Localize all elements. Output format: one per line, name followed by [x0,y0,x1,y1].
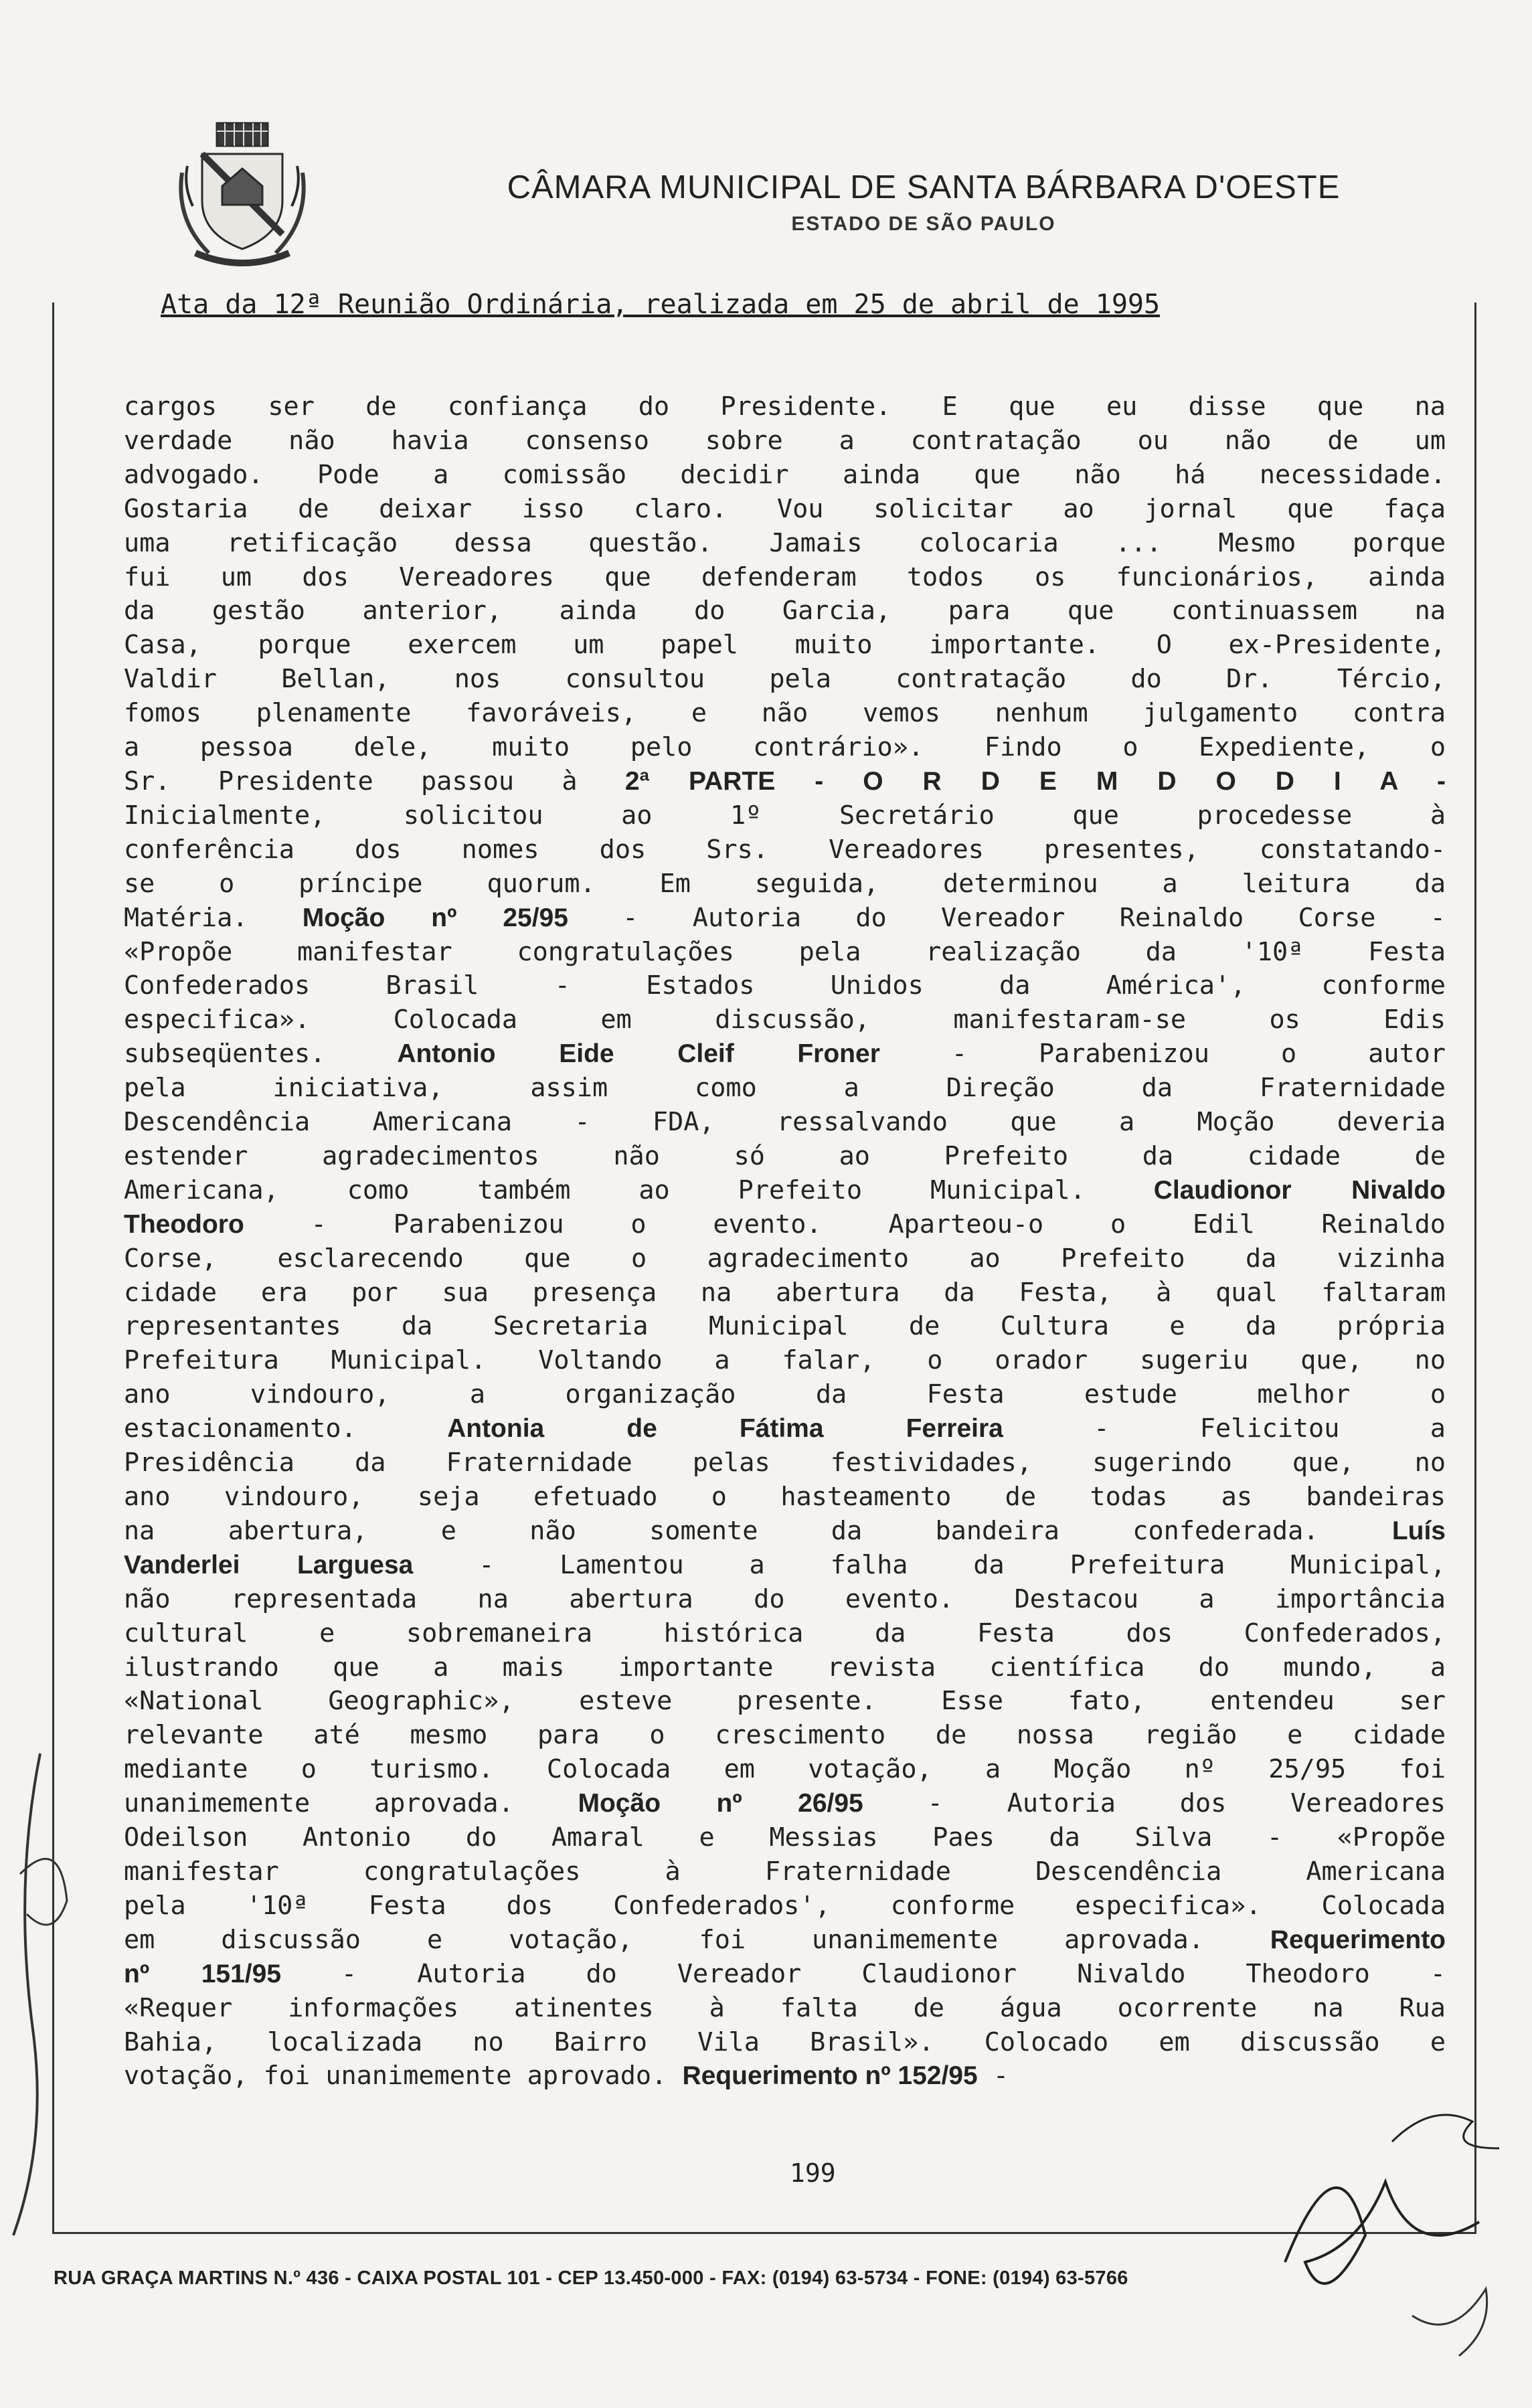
body-line [124,594,1446,628]
text-run: «Propõe manifestar congratulações pela realização da '10ª Festa [124,936,1446,967]
text-run: relevante até mesmo para o crescimento de nossa região e cidade [124,1720,1446,1751]
body-line [124,1242,1446,1276]
text-run: Matéria. [124,902,303,933]
text-run: da gestão anterior, ainda do Garcia, para que continuassem na [124,596,1446,626]
bold-run: Requerimento nº 152/95 [682,2061,978,2091]
minute-title: Ata da 12ª Reunião Ordinária, realizada em 25 de abril de 1995 [161,289,1161,320]
page-frame-right [1474,303,1476,2233]
text-run: Gostaria de deixar isso claro. Vou solicitar ao jornal que faça [124,493,1446,524]
body-line [124,1719,1446,1753]
text-run: Confederados Brasil - Estados Unidos da América', conforme [124,970,1446,1001]
body-line [124,1276,1446,1310]
body-line [124,1412,1446,1446]
body-line [124,936,1446,970]
text-run: fomos plenamente favoráveis, e não vemos nenhum julgamento contra [124,698,1446,729]
text-run: advogado. Pode a comissão decidir ainda que não há necessidade. [124,459,1446,490]
text-run: votação, foi unanimemente aprovado. [124,2061,683,2091]
body-line [124,1106,1446,1140]
text-run: ano vindouro, a organização da Festa estude melhor o [124,1379,1446,1410]
text-run: em discussão e votação, foi unanimemente aprovada. [124,1924,1270,1955]
body-line [124,1923,1446,1958]
signature-bottom-right-icon [1258,2061,1526,2396]
body-line [124,1344,1446,1378]
text-run: ilustrando que a mais importante revista científica do mundo, a [124,1652,1446,1683]
text-run: estacionamento. [124,1413,448,1444]
bold-run: Moção nº 25/95 [302,903,568,932]
body-line [124,1446,1446,1480]
municipal-coat-of-arms-icon [175,119,309,274]
body-line [124,493,1446,527]
text-run: fui um dos Vereadores que defenderam todos os funcionários, ainda [124,562,1446,592]
text-run: - Autoria do Vereador Reinaldo Corse - [568,902,1446,933]
body-line [124,561,1446,595]
text-run: Odeilson Antonio do Amaral e Messias Paes da Silva - «Propõe [124,1822,1446,1853]
body-line [124,1549,1446,1583]
body-line [124,1651,1446,1685]
bold-run: Moção nº 26/95 [578,1789,863,1818]
body-line [124,390,1446,424]
body-line [124,1753,1446,1787]
text-run: - Lamentou a falha da Prefeitura Municipal, [413,1549,1446,1580]
text-run: - [977,2061,1009,2091]
text-run: pela iniciativa, assim como a Direção da Fraternidade [124,1073,1446,1104]
body-line [124,1958,1446,1992]
text-run: - Parabenizou o autor [879,1039,1446,1069]
body-line [124,663,1446,697]
text-run: - Parabenizou o evento. Aparteou-o o Edil Reinaldo [244,1209,1446,1239]
text-run: Corse, esclarecendo que o agradecimento ao Prefeito da vizinha [124,1243,1446,1274]
body-line [124,833,1446,867]
text-run: uma retificação dessa questão. Jamais colocaria ... Mesmo porque [124,527,1446,558]
bold-run: Claudionor Nivaldo [1153,1175,1446,1205]
body-line [124,1821,1446,1855]
body-line [124,1037,1446,1071]
text-run: Valdir Bellan, nos consultou pela contratação do Dr. Tércio, [124,664,1446,695]
page-number: 199 [790,2158,836,2188]
body-line [124,1583,1446,1617]
text-run: Sr. Presidente passou à [124,766,625,796]
organization-state: ESTADO DE SÃO PAULO [791,213,1056,235]
body-line [124,1208,1446,1242]
text-run: conferência dos nomes dos Srs. Vereadores presentes, constatando- [124,834,1446,865]
bold-run: Vanderlei Larguesa [124,1550,414,1579]
body-line [124,628,1446,663]
text-run: - Autoria do Vereador Claudionor Nivaldo Theodoro - [281,1958,1446,1989]
body-line [124,1003,1446,1037]
text-run: se o príncipe quorum. Em seguida, determinou a leitura da [124,868,1446,899]
text-run: subseqüentes. [124,1039,398,1069]
body-line [124,458,1446,493]
text-run: a pessoa dele, muito pelo contrário». Findo o Expediente, o [124,732,1446,763]
text-run: «Requer informações atinentes à falta de água ocorrente na Rua [124,1992,1446,2023]
body-line [124,1071,1446,1106]
text-run: - Felicitou a [1003,1413,1446,1444]
body-line [124,424,1446,458]
text-run: «National Geographic», esteve presente. Esse fato, entendeu ser [124,1686,1446,1717]
text-run: cargos ser de confiança do Presidente. E que eu disse que na [124,392,1446,422]
body-line [124,867,1446,901]
text-run: estender agradecimentos não só ao Prefeito da cidade de [124,1140,1446,1171]
footer-address: RUA GRAÇA MARTINS N.º 436 - CAIXA POSTAL 101 - CEP 13.450-000 - FAX: (0194) 63-5734 - FONE: (0194) 63-5766 [54,2267,1128,2289]
body-line [124,1855,1446,1889]
body-line [124,1787,1446,1821]
body-line [124,1515,1446,1549]
text-run: Inicialmente, solicitou ao 1º Secretário que procedesse à [124,800,1446,831]
organization-name: CÂMARA MUNICIPAL DE SANTA BÁRBARA D'OESTE [507,169,1341,205]
body-line [124,1685,1446,1719]
text-run: manifestar congratulações à Fraternidade Descendência Americana [124,1856,1446,1887]
text-run: cultural e sobremaneira histórica da Festa dos Confederados, [124,1618,1446,1648]
text-run: representantes da Secretaria Municipal de Cultura e da própria [124,1311,1446,1342]
body-line [124,527,1446,561]
text-run: Americana, como também ao Prefeito Municipal. [124,1175,1154,1205]
text-run: Descendência Americana - FDA, ressalvando que a Moção deveria [124,1107,1446,1138]
signature-left-margin-icon [0,1740,80,2249]
body-line [124,2059,1446,2093]
body-line [124,1889,1446,1923]
text-run: Bahia, localizada no Bairro Vila Brasil». Colocado em discussão e [124,2027,1446,2057]
text-run: Presidência da Fraternidade pelas festividades, sugerindo que, no [124,1448,1446,1478]
text-run: especifica». Colocada em discussão, manifestaram-se os Edis [124,1005,1446,1035]
body-line [124,1310,1446,1344]
body-line [124,2026,1446,2060]
bold-run: Requerimento [1270,1925,1446,1954]
body-line [124,1174,1446,1208]
body-line [124,969,1446,1003]
bold-run: 2ª PARTE - O R D E M D O D I A - [624,766,1446,796]
text-run: não representada na abertura do evento. Destacou a importância [124,1583,1446,1614]
body-line [124,901,1446,936]
body-line [124,1617,1446,1651]
body-line [124,1378,1446,1412]
body-line [124,697,1446,731]
body-line [124,1992,1446,2026]
text-run: - Autoria dos Vereadores [863,1788,1446,1819]
bold-run: Antonia de Fátima Ferreira [447,1414,1003,1444]
body-line [124,799,1446,833]
bold-run: Theodoro [124,1209,244,1239]
letterhead [469,169,1379,236]
bold-run: nº 151/95 [124,1959,282,1988]
text-run: cidade era por sua presença na abertura da Festa, à qual faltaram [124,1277,1446,1308]
bold-run: Antonio Eide Cleif Froner [397,1039,880,1069]
text-run: na abertura, e não somente da bandeira confederada. [124,1515,1392,1546]
text-run: unanimemente aprovada. [124,1788,578,1819]
minute-body [124,390,1446,2093]
text-run: Prefeitura Municipal. Voltando a falar, o orador sugeriu que, no [124,1345,1446,1376]
bold-run: Luís [1391,1516,1446,1545]
text-run: verdade não havia consenso sobre a contratação ou não de um [124,425,1446,456]
body-line [124,1480,1446,1515]
text-run: Casa, porque exercem um papel muito importante. O ex-Presidente, [124,630,1446,661]
text-run: mediante o turismo. Colocada em votação, a Moção nº 25/95 foi [124,1754,1446,1785]
body-line [124,1140,1446,1174]
text-run: pela '10ª Festa dos Confederados', conforme especifica». Colocada [124,1890,1446,1921]
body-line [124,731,1446,765]
text-run: ano vindouro, seja efetuado o hasteamento de todas as bandeiras [124,1482,1446,1512]
body-line [124,765,1446,799]
